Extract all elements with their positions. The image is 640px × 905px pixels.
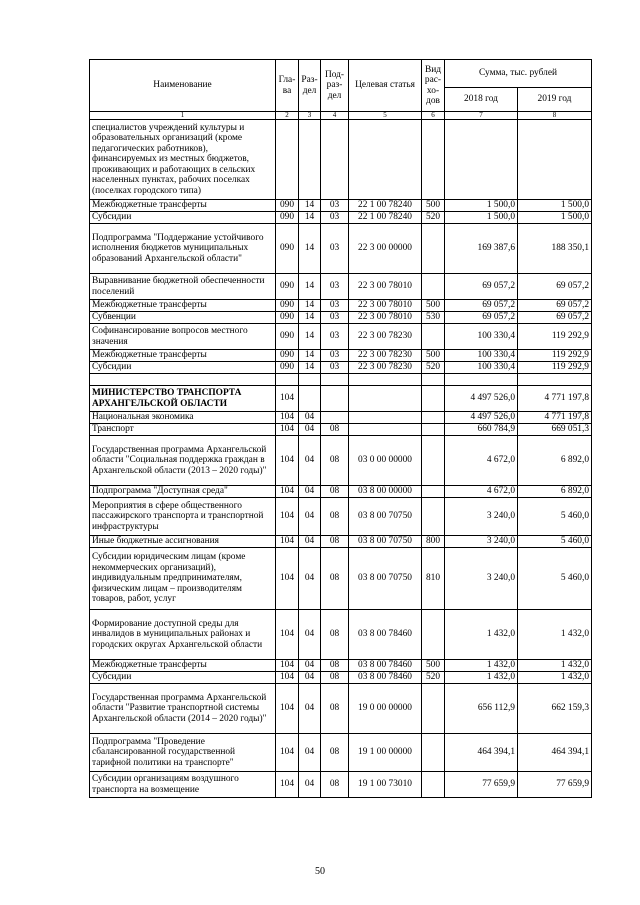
cell-section <box>299 120 321 200</box>
column-number-row <box>90 112 592 120</box>
cell-name: Субсидии организациям воздушного транспорта на возмещение <box>90 772 276 798</box>
column-number: 7 <box>445 112 518 120</box>
cell-expense-type: 810 <box>422 548 445 610</box>
cell-sum-2018: 169 387,6 <box>445 224 518 274</box>
cell-name: Подпрограмма "Проведение сбалансированной государственной тарифной политики на транспорте" <box>90 734 276 772</box>
cell-sum-2018 <box>445 120 518 200</box>
spacer-cell <box>321 374 349 386</box>
cell-section: 14 <box>299 300 321 312</box>
cell-sum-2019: 4 771 197,8 <box>518 386 592 412</box>
cell-expense-type: 800 <box>422 536 445 548</box>
cell-sum-2018: 1 432,0 <box>445 660 518 672</box>
cell-expense-type <box>422 734 445 772</box>
cell-sum-2018: 1 432,0 <box>445 672 518 684</box>
cell-section: 04 <box>299 684 321 734</box>
table-row <box>90 660 592 672</box>
column-number: 1 <box>90 112 276 120</box>
column-number: 4 <box>321 112 349 120</box>
cell-sum-2018: 100 330,4 <box>445 324 518 350</box>
table-row <box>90 274 592 300</box>
cell-name: Национальная экономика <box>90 412 276 424</box>
cell-chapter: 104 <box>276 486 299 498</box>
header-section: Раз-дел <box>299 60 321 112</box>
cell-subsection: 08 <box>321 548 349 610</box>
cell-chapter: 104 <box>276 660 299 672</box>
table-row <box>90 610 592 660</box>
cell-chapter: 104 <box>276 536 299 548</box>
column-number: 2 <box>276 112 299 120</box>
cell-sum-2018: 69 057,2 <box>445 312 518 324</box>
cell-expense-type <box>422 324 445 350</box>
cell-section: 14 <box>299 200 321 212</box>
cell-expense-type <box>422 684 445 734</box>
cell-sum-2018: 100 330,4 <box>445 350 518 362</box>
cell-sum-2019: 77 659,9 <box>518 772 592 798</box>
table-row <box>90 324 592 350</box>
table-row <box>90 424 592 436</box>
cell-expense-type <box>422 436 445 486</box>
column-number: 8 <box>518 112 592 120</box>
cell-section: 04 <box>299 436 321 486</box>
cell-subsection: 03 <box>321 324 349 350</box>
cell-subsection: 08 <box>321 610 349 660</box>
spacer-cell <box>518 374 592 386</box>
cell-name: Подпрограмма "Доступная среда" <box>90 486 276 498</box>
cell-section: 14 <box>299 362 321 374</box>
cell-expense-type <box>422 424 445 436</box>
cell-sum-2019: 188 350,1 <box>518 224 592 274</box>
cell-chapter: 090 <box>276 312 299 324</box>
cell-expense-type: 500 <box>422 660 445 672</box>
cell-sum-2019: 119 292,9 <box>518 362 592 374</box>
cell-chapter: 104 <box>276 498 299 536</box>
cell-sum-2018: 3 240,0 <box>445 498 518 536</box>
cell-sum-2019: 119 292,9 <box>518 350 592 362</box>
cell-section <box>299 386 321 412</box>
cell-expense-type <box>422 386 445 412</box>
cell-chapter: 104 <box>276 684 299 734</box>
table-row <box>90 212 592 224</box>
cell-name: Субсидии <box>90 362 276 374</box>
page-number: 50 <box>315 866 325 877</box>
cell-sum-2018: 69 057,2 <box>445 300 518 312</box>
cell-target-article: 22 3 00 78010 <box>349 274 422 300</box>
cell-chapter: 104 <box>276 734 299 772</box>
cell-name: Иные бюджетные ассигнования <box>90 536 276 548</box>
cell-name: Субсидии <box>90 672 276 684</box>
cell-subsection: 03 <box>321 224 349 274</box>
cell-target-article <box>349 120 422 200</box>
cell-target-article: 22 3 00 00000 <box>349 224 422 274</box>
cell-name: Софинансирование вопросов местного значения <box>90 324 276 350</box>
cell-target-article: 22 3 00 78230 <box>349 362 422 374</box>
table-row <box>90 548 592 610</box>
cell-section: 04 <box>299 536 321 548</box>
cell-name: Межбюджетные трансферты <box>90 350 276 362</box>
header-subsection: Под-раз-дел <box>321 60 349 112</box>
cell-section: 14 <box>299 274 321 300</box>
cell-sum-2019: 1 500,0 <box>518 200 592 212</box>
table-row <box>90 120 592 200</box>
cell-target-article: 03 0 00 00000 <box>349 436 422 486</box>
header-year-2018: 2018 год <box>445 88 518 112</box>
cell-sum-2018: 4 497 526,0 <box>445 386 518 412</box>
cell-expense-type <box>422 498 445 536</box>
cell-target-article <box>349 424 422 436</box>
cell-subsection: 03 <box>321 300 349 312</box>
cell-expense-type <box>422 610 445 660</box>
cell-expense-type <box>422 772 445 798</box>
cell-section: 04 <box>299 548 321 610</box>
cell-target-article: 19 1 00 00000 <box>349 734 422 772</box>
cell-section: 04 <box>299 734 321 772</box>
header-chapter: Гла-ва <box>276 60 299 112</box>
cell-chapter: 090 <box>276 274 299 300</box>
column-number: 5 <box>349 112 422 120</box>
column-number: 3 <box>299 112 321 120</box>
cell-chapter: 104 <box>276 436 299 486</box>
cell-subsection: 08 <box>321 672 349 684</box>
cell-subsection: 08 <box>321 684 349 734</box>
header-name: Наименование <box>90 60 276 112</box>
spacer-cell <box>276 374 299 386</box>
cell-target-article <box>349 386 422 412</box>
cell-chapter: 090 <box>276 362 299 374</box>
cell-subsection <box>321 120 349 200</box>
cell-sum-2019: 464 394,1 <box>518 734 592 772</box>
cell-sum-2019: 119 292,9 <box>518 324 592 350</box>
cell-expense-type: 530 <box>422 312 445 324</box>
cell-section: 14 <box>299 312 321 324</box>
cell-name: Выравнивание бюджетной обеспеченности поселений <box>90 274 276 300</box>
cell-subsection: 08 <box>321 536 349 548</box>
cell-sum-2019: 5 460,0 <box>518 548 592 610</box>
cell-sum-2019: 1 500,0 <box>518 212 592 224</box>
spacer-cell <box>422 374 445 386</box>
header-sum: Сумма, тыс. рублей <box>445 60 592 88</box>
cell-target-article: 03 8 00 78460 <box>349 660 422 672</box>
table-body <box>90 120 592 798</box>
cell-section: 14 <box>299 224 321 274</box>
cell-target-article: 22 3 00 78010 <box>349 312 422 324</box>
cell-name: Формирование доступной среды для инвалидов в муниципальных районах и городских округах Архангельской области <box>90 610 276 660</box>
cell-sum-2019: 6 892,0 <box>518 486 592 498</box>
cell-sum-2019: 662 159,3 <box>518 684 592 734</box>
cell-section: 04 <box>299 412 321 424</box>
table-row <box>90 672 592 684</box>
cell-section: 04 <box>299 610 321 660</box>
table-row <box>90 312 592 324</box>
cell-section: 04 <box>299 498 321 536</box>
cell-sum-2019: 69 057,2 <box>518 300 592 312</box>
cell-chapter: 104 <box>276 672 299 684</box>
header-expense-type: Вид рас-хо-дов <box>422 60 445 112</box>
cell-sum-2019: 1 432,0 <box>518 660 592 672</box>
cell-subsection: 03 <box>321 274 349 300</box>
cell-expense-type: 520 <box>422 212 445 224</box>
cell-chapter: 104 <box>276 548 299 610</box>
cell-sum-2019: 5 460,0 <box>518 498 592 536</box>
cell-sum-2019: 69 057,2 <box>518 312 592 324</box>
cell-target-article: 22 3 00 78230 <box>349 324 422 350</box>
cell-expense-type <box>422 224 445 274</box>
cell-name: Межбюджетные трансферты <box>90 300 276 312</box>
table-row <box>90 772 592 798</box>
cell-target-article: 03 8 00 00000 <box>349 486 422 498</box>
spacer-cell <box>445 374 518 386</box>
cell-target-article: 03 8 00 78460 <box>349 672 422 684</box>
cell-section: 04 <box>299 660 321 672</box>
cell-sum-2019: 669 051,3 <box>518 424 592 436</box>
cell-target-article: 22 1 00 78240 <box>349 212 422 224</box>
cell-sum-2018: 100 330,4 <box>445 362 518 374</box>
cell-section: 14 <box>299 350 321 362</box>
cell-expense-type: 520 <box>422 362 445 374</box>
column-number: 6 <box>422 112 445 120</box>
cell-target-article: 19 0 00 00000 <box>349 684 422 734</box>
table-row <box>90 362 592 374</box>
cell-chapter: 104 <box>276 772 299 798</box>
cell-name: Государственная программа Архангельской области "Развитие транспортной системы Архангельской области (2014 – 2020 годы)" <box>90 684 276 734</box>
cell-chapter: 090 <box>276 200 299 212</box>
cell-name: Межбюджетные трансферты <box>90 660 276 672</box>
cell-sum-2018: 3 240,0 <box>445 548 518 610</box>
table-row <box>90 200 592 212</box>
header-target-article: Целевая статья <box>349 60 422 112</box>
cell-sum-2019: 1 432,0 <box>518 610 592 660</box>
cell-target-article: 22 3 00 78230 <box>349 350 422 362</box>
cell-target-article: 03 8 00 70750 <box>349 536 422 548</box>
cell-sum-2018: 660 784,9 <box>445 424 518 436</box>
cell-name: Субсидии <box>90 212 276 224</box>
cell-sum-2019 <box>518 120 592 200</box>
spacer-cell <box>90 374 276 386</box>
cell-target-article: 19 1 00 73010 <box>349 772 422 798</box>
cell-section: 04 <box>299 424 321 436</box>
cell-expense-type: 500 <box>422 350 445 362</box>
cell-sum-2019: 5 460,0 <box>518 536 592 548</box>
cell-sum-2019: 6 892,0 <box>518 436 592 486</box>
cell-sum-2018: 69 057,2 <box>445 274 518 300</box>
cell-name: Межбюджетные трансферты <box>90 200 276 212</box>
table-row <box>90 224 592 274</box>
cell-subsection: 03 <box>321 362 349 374</box>
cell-expense-type: 520 <box>422 672 445 684</box>
table-row <box>90 386 592 412</box>
cell-name: Мероприятия в сфере общественного пассажирского транспорта и транспортной инфраструктуры <box>90 498 276 536</box>
cell-subsection <box>321 412 349 424</box>
table-row <box>90 300 592 312</box>
cell-subsection <box>321 386 349 412</box>
cell-chapter: 090 <box>276 212 299 224</box>
cell-subsection: 08 <box>321 660 349 672</box>
cell-chapter <box>276 120 299 200</box>
cell-subsection: 08 <box>321 436 349 486</box>
cell-chapter: 090 <box>276 300 299 312</box>
table-row <box>90 436 592 486</box>
table-row <box>90 536 592 548</box>
cell-section: 14 <box>299 212 321 224</box>
cell-sum-2018: 77 659,9 <box>445 772 518 798</box>
cell-sum-2018: 1 500,0 <box>445 212 518 224</box>
cell-sum-2018: 4 672,0 <box>445 436 518 486</box>
cell-target-article: 03 8 00 78460 <box>349 610 422 660</box>
cell-subsection: 03 <box>321 312 349 324</box>
budget-table <box>89 59 592 798</box>
cell-target-article <box>349 412 422 424</box>
cell-chapter: 104 <box>276 412 299 424</box>
cell-chapter: 104 <box>276 610 299 660</box>
cell-sum-2019: 4 771 197,8 <box>518 412 592 424</box>
cell-subsection: 03 <box>321 212 349 224</box>
cell-sum-2018: 1 500,0 <box>445 200 518 212</box>
cell-target-article: 03 8 00 70750 <box>349 548 422 610</box>
cell-sum-2019: 69 057,2 <box>518 274 592 300</box>
table-row <box>90 486 592 498</box>
cell-chapter: 090 <box>276 350 299 362</box>
cell-expense-type <box>422 412 445 424</box>
cell-name: МИНИСТЕРСТВО ТРАНСПОРТА АРХАНГЕЛЬСКОЙ ОБЛАСТИ <box>90 386 276 412</box>
cell-sum-2018: 3 240,0 <box>445 536 518 548</box>
cell-subsection: 08 <box>321 498 349 536</box>
cell-sum-2018: 4 497 526,0 <box>445 412 518 424</box>
cell-name: Государственная программа Архангельской области "Социальная поддержка граждан в Архангельской области (2013 – 2020 годы)" <box>90 436 276 486</box>
cell-target-article: 22 1 00 78240 <box>349 200 422 212</box>
spacer-cell <box>299 374 321 386</box>
cell-subsection: 08 <box>321 424 349 436</box>
cell-name: Субвенции <box>90 312 276 324</box>
cell-chapter: 104 <box>276 424 299 436</box>
cell-expense-type <box>422 274 445 300</box>
cell-section: 14 <box>299 324 321 350</box>
cell-name: Транспорт <box>90 424 276 436</box>
spacer-cell <box>349 374 422 386</box>
cell-name: Субсидии юридическим лицам (кроме некоммерческих организаций), индивидуальным предпринимателям, физическим лицам – производителям товаров, работ, услуг <box>90 548 276 610</box>
cell-sum-2018: 656 112,9 <box>445 684 518 734</box>
table-row <box>90 684 592 734</box>
cell-expense-type: 500 <box>422 300 445 312</box>
cell-sum-2018: 4 672,0 <box>445 486 518 498</box>
cell-subsection: 08 <box>321 734 349 772</box>
cell-sum-2019: 1 432,0 <box>518 672 592 684</box>
cell-section: 04 <box>299 486 321 498</box>
cell-expense-type <box>422 486 445 498</box>
cell-section: 04 <box>299 772 321 798</box>
cell-name: специалистов учреждений культуры и образовательных организаций (кроме педагогических работников), финансируемых из местных бюджетов, проживающих и работающих в сельских населенных пунктах, рабочих поселках (поселках городского типа) <box>90 120 276 200</box>
cell-subsection: 08 <box>321 772 349 798</box>
table-row <box>90 412 592 424</box>
cell-expense-type: 500 <box>422 200 445 212</box>
cell-subsection: 08 <box>321 486 349 498</box>
cell-target-article: 03 8 00 70750 <box>349 498 422 536</box>
cell-expense-type <box>422 120 445 200</box>
cell-chapter: 104 <box>276 386 299 412</box>
cell-sum-2018: 1 432,0 <box>445 610 518 660</box>
cell-sum-2018: 464 394,1 <box>445 734 518 772</box>
table-row <box>90 498 592 536</box>
cell-subsection: 03 <box>321 200 349 212</box>
cell-section: 04 <box>299 672 321 684</box>
table-row <box>90 734 592 772</box>
spacer-row <box>90 374 592 386</box>
cell-name: Подпрограмма "Поддержание устойчивого исполнения бюджетов муниципальных образований Архангельской области" <box>90 224 276 274</box>
cell-chapter: 090 <box>276 324 299 350</box>
cell-subsection: 03 <box>321 350 349 362</box>
table-row <box>90 350 592 362</box>
header-year-2019: 2019 год <box>518 88 592 112</box>
cell-target-article: 22 3 00 78010 <box>349 300 422 312</box>
cell-chapter: 090 <box>276 224 299 274</box>
